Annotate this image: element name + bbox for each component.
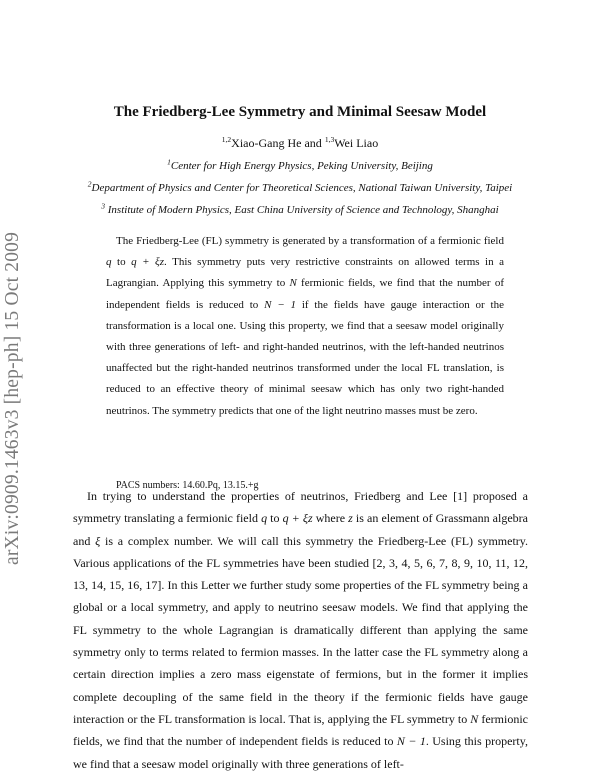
paper-title: The Friedberg-Lee Symmetry and Minimal Seesaw Model	[113, 104, 487, 120]
author-joiner: and	[301, 136, 325, 150]
affiliation-2	[0, 179, 600, 194]
pacs-numbers: PACS numbers: 14.60.Pq, 13.15.+g	[116, 480, 259, 491]
arxiv-identifier-stamp: arXiv:0909.1463v3 [hep-ph] 15 Oct 2009	[2, 231, 23, 565]
author-line	[0, 136, 600, 151]
affiliation-2-text: Department of Physics and Center for Theoretical Sciences, National Taiwan University, Taipei	[91, 182, 513, 194]
affiliation-3-mark: 3	[101, 201, 106, 211]
affiliation-3-text: Institute of Modern Physics, East China University of Science and Technology, Shanghai	[105, 204, 499, 216]
author-2-affiliation-marks: 1,3	[324, 135, 335, 144]
author-2-name: Wei Liao	[334, 136, 379, 150]
author-1-name: Xiao-Gang He	[231, 136, 302, 150]
affiliation-1-mark: 1	[167, 157, 171, 167]
affiliation-1-text: Center for High Energy Physics, Peking University, Beijing	[170, 160, 433, 172]
affiliation-3	[0, 201, 600, 216]
abstract: The Friedberg-Lee (FL) symmetry is generated by a transformation of a fermionic field q to q + ξz. This symmetry puts very restrictive constraints on allowed terms in a Lagrangian. Applying this symmetry to N fermionic fields, we find that the number of independent fields is reduced to N − 1 if the fields have gauge interaction or the transformation is a local one. Using this property, we find that a seesaw model originally with three generations of left- and right-handed neutrinos, with the left-handed neutrinos unaffected but the right-handed neutrinos transformed under the local FL translation, is reduced to an effective theory of minimal seesaw which has only two right-handed neutrinos. The symmetry predicts that one of the light neutrino masses must be zero.	[106, 235, 505, 417]
affiliation-1	[0, 157, 600, 172]
body-paragraph: In trying to understand the properties of neutrinos, Friedberg and Lee [1] proposed a symmetry translating a fermionic field q to q + ξz where z is an element of Grassmann algebra and ξ is a complex number. We will call this symmetry the Friedberg-Lee (FL) symmetry. Various applications of the FL symmetries have been studied [2, 3, 4, 5, 6, 7, 8, 9, 10, 11, 12, 13, 14, 15, 16, 17]. In this Letter we further study some properties of the FL symmetry being a global or a local symmetry, and apply to neutrino seesaw models. We find that applying the FL symmetry to the whole Lagrangian is dramatically different than applying the same symmetry only to terms related to fermion masses. In the latter case the FL symmetry along a certain direction implies a zero mass eigenstate of fermions, but in the former it implies complete decoupling of the same field in the theory if the fermionic fields have gauge interaction or the FL transformation is local. That is, applying the FL symmetry to N fermionic fields, we find that the number of independent fields is reduced to N − 1. Using this property, we find that a seesaw model originally with three generations of left-	[73, 489, 529, 771]
affiliation-2-mark: 2	[87, 179, 92, 189]
author-1-affiliation-marks: 1,2	[221, 135, 232, 144]
